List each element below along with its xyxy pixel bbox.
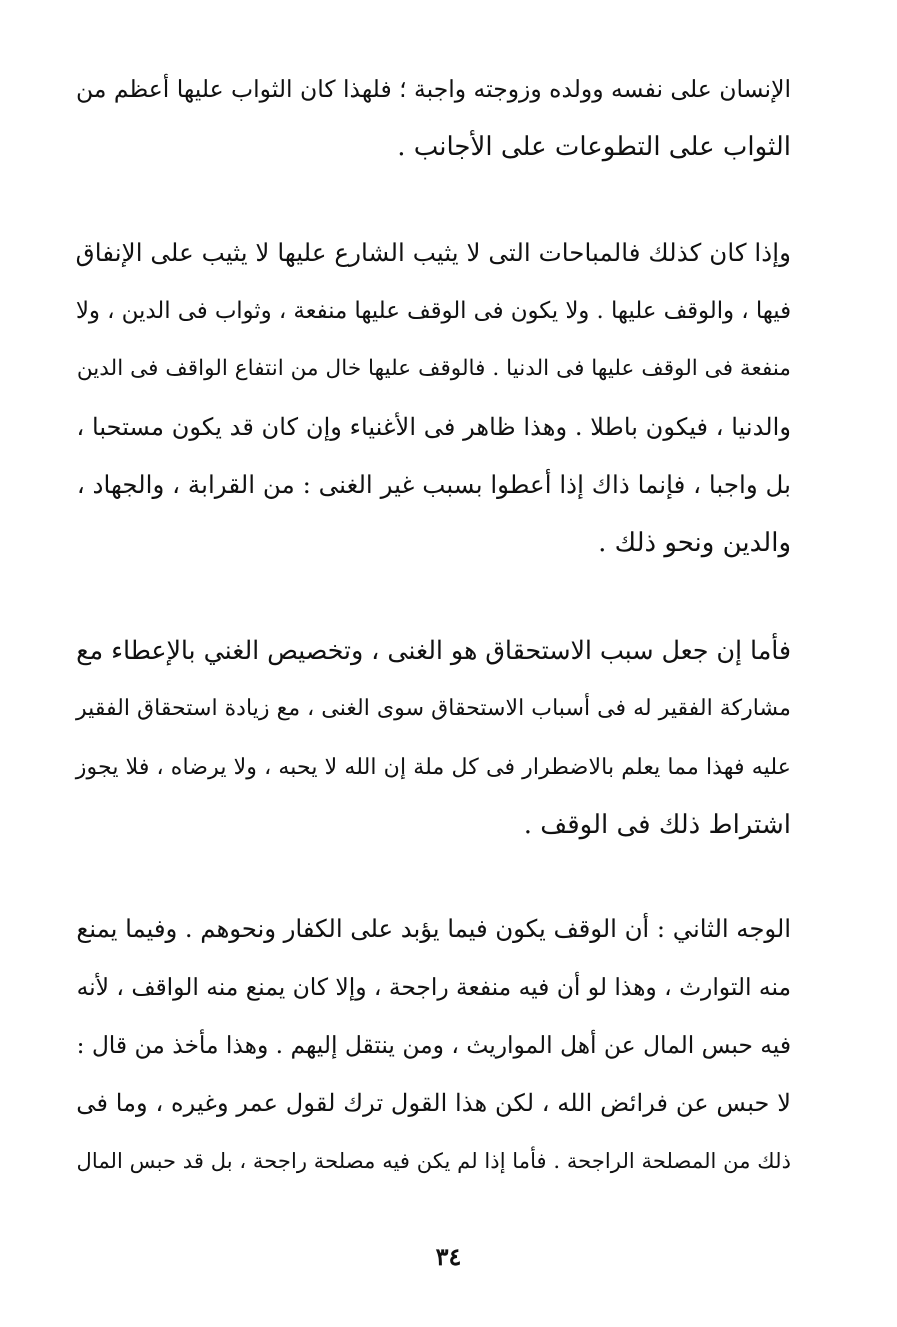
text-line: منفعة فى الوقف عليها فى الدنيا . فالوقف عليها خال من انتفاع الواقف فى الدين [76, 356, 791, 381]
paragraph-1 [76, 60, 791, 176]
text-line: مشاركة الفقير له فى أسباب الاستحقاق سوى الغنى ، مع زيادة استحقاق الفقير [75, 696, 791, 721]
text-line: فيها ، والوقف عليها . ولا يكون فى الوقف عليها منفعة ، وثواب فى الدين ، ولا [75, 298, 791, 324]
text-line: بل واجبا ، فإنما ذاك إذا أعطوا بسبب غير الغنى : من القرابة ، والجهاد ، [76, 470, 791, 499]
text-line: وإذا كان كذلك فالمباحات التى لا يثيب الشارع عليها لا يثيب على الإنفاق [75, 238, 791, 267]
text-line: ذلك من المصلحة الراجحة . فأما إذا لم يكن فيه مصلحة راجحة ، بل قد حبس المال [76, 1148, 791, 1173]
text-line: والدنيا ، فيكون باطلا . وهذا ظاهر فى الأغنياء وإن كان قد يكون مستحبا ، [76, 413, 791, 441]
text-line: اشتراط ذلك فى الوقف . [523, 810, 791, 840]
text-line: فأما إن جعل سبب الاستحقاق هو الغنى ، وتخصيص الغني بالإعطاء مع [76, 636, 791, 665]
paragraph-3 [76, 622, 791, 854]
text-line: الوجه الثاني : أن الوقف يكون فيما يؤبد على الكفار ونحوهم . وفيما يمنع [76, 914, 791, 943]
text-line: عليه فهذا مما يعلم بالاضطرار فى كل ملة إن الله لا يحبه ، ولا يرضاه ، فلا يجوز [75, 754, 791, 780]
paragraph-2 [76, 224, 791, 572]
text-line: منه التوارث ، وهذا لو أن فيه منفعة راجحة ، وإلا كان يمنع منه الواقف ، لأنه [76, 973, 791, 1001]
text-line: الإنسان على نفسه وولده وزوجته واجبة ؛ فلهذا كان الثواب عليها أعظم من [76, 75, 791, 103]
text-line: والدين ونحو ذلك . [598, 528, 791, 558]
page-number: ٣٤ [435, 1242, 462, 1271]
text-line: الثواب على التطوعات على الأجانب . [397, 132, 791, 162]
text-line: فيه حبس المال عن أهل المواريث ، ومن ينتقل إليهم . وهذا مأخذ من قال : [76, 1031, 791, 1059]
document-page [76, 60, 791, 1270]
text-line: لا حبس عن فرائض الله ، لكن هذا القول ترك لقول عمر وغيره ، وما فى [76, 1089, 791, 1117]
paragraph-4 [76, 900, 791, 1190]
